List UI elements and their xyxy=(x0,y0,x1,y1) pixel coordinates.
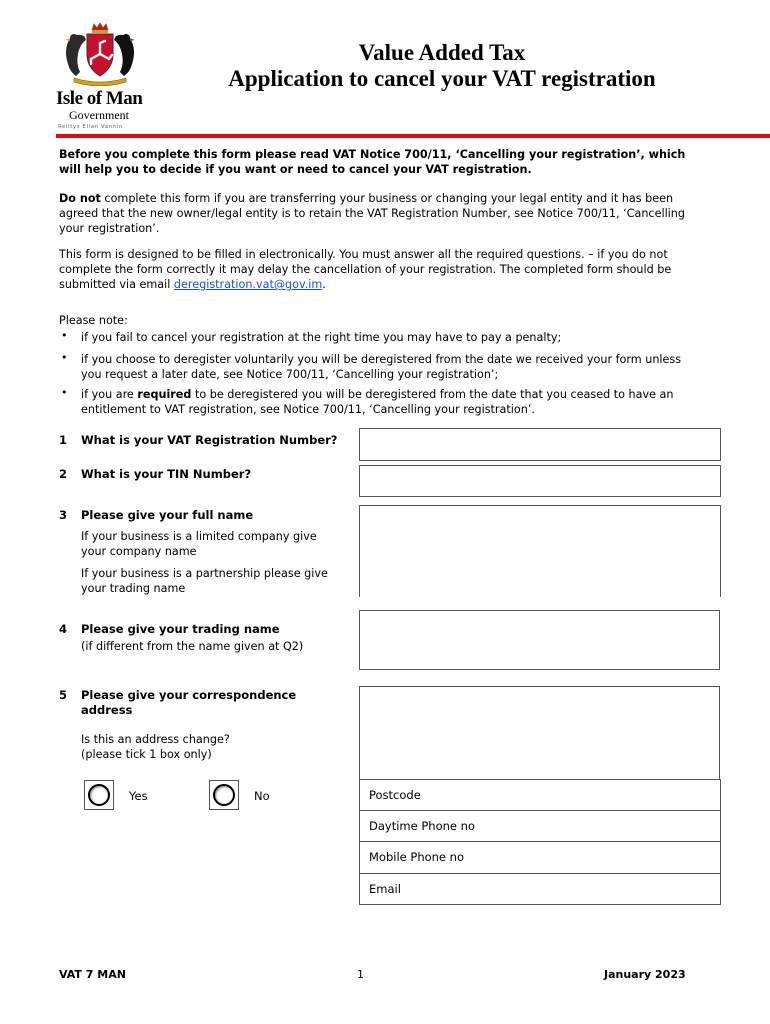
note-voluntary: if you choose to deregister voluntarily you will be deregistered from the date we received your form unless you request a later date, see Notice 700/11, ‘Cancelling your registration’; xyxy=(81,353,682,381)
postcode-label: Postcode xyxy=(369,788,421,802)
email-label: Email xyxy=(369,882,401,896)
note-required-emphasis: required xyxy=(137,388,192,401)
bullet-icon: • xyxy=(61,329,68,342)
electronic-form-paragraph xyxy=(59,247,699,292)
logo-government-text: Government xyxy=(69,108,129,122)
question-1-number: 1 xyxy=(59,433,68,447)
bullet-icon: • xyxy=(61,351,68,364)
trading-name-input[interactable] xyxy=(359,610,720,670)
question-4-number: 4 xyxy=(59,622,68,636)
question-3-number: 3 xyxy=(59,508,68,522)
no-label: No xyxy=(254,789,270,803)
form-code: VAT 7 MAN xyxy=(59,968,126,981)
coat-of-arms-icon xyxy=(60,22,140,86)
note-required-text-a: if you are xyxy=(81,388,138,401)
address-change-question: Is this an address change? (please tick 1 box only) xyxy=(81,733,230,761)
radio-circle-icon xyxy=(213,784,235,806)
do-not-emphasis: Do not xyxy=(59,192,101,205)
question-1-text: What is your VAT Registration Number? xyxy=(81,433,338,447)
question-3-text: Please give your full name xyxy=(81,508,254,522)
vat-registration-number-input[interactable] xyxy=(359,428,721,461)
deregistration-email-link[interactable]: deregistration.vat@gov.im xyxy=(173,278,323,291)
question-2-text: What is your TIN Number? xyxy=(81,467,252,481)
daytime-phone-field[interactable] xyxy=(359,810,721,842)
correspondence-address-input[interactable] xyxy=(359,686,720,781)
question-5-number: 5 xyxy=(59,688,68,702)
page-number: 1 xyxy=(357,968,364,981)
page-title: Value Added Tax xyxy=(358,40,526,65)
header-divider xyxy=(56,134,770,138)
full-name-input[interactable] xyxy=(359,505,721,597)
question-3-partnership-note: If your business is a partnership please give your trading name xyxy=(81,567,328,595)
tin-number-input[interactable] xyxy=(359,465,721,497)
note-required xyxy=(81,387,701,417)
daytime-phone-label: Daytime Phone no xyxy=(369,819,475,833)
electronic-form-end: . xyxy=(322,278,326,291)
question-2-number: 2 xyxy=(59,467,68,481)
postcode-field[interactable] xyxy=(359,779,721,811)
form-date: January 2023 xyxy=(604,968,686,981)
bullet-icon: • xyxy=(61,386,68,399)
isle-of-man-government-logo xyxy=(56,22,148,134)
logo-manx-text: Reiltys Ellan Vannin xyxy=(58,124,123,130)
note-required-text-b: to be deregistered you will be deregistered from the date that you ceased to have an entitlement to VAT registration, see Notice 700/11, ‘Cancelling your registration’. xyxy=(81,388,674,416)
please-note-label: Please note: xyxy=(59,314,128,327)
electronic-form-text: This form is designed to be filled in electronically. You must answer all the required questions. – if you do not complete the form correctly it may delay the cancellation of your registration. The completed form should be submitted via email xyxy=(59,248,672,291)
do-not-paragraph xyxy=(59,191,699,236)
question-5-text: Please give your correspondence address xyxy=(81,688,297,717)
question-3-company-note: If your business is a limited company give your company name xyxy=(81,530,317,558)
note-penalty: if you fail to cancel your registration at the right time you may have to pay a penalty; xyxy=(81,331,562,344)
logo-wordmark: Isle of Man xyxy=(56,88,143,109)
radio-circle-icon xyxy=(88,784,110,806)
yes-label: Yes xyxy=(129,789,148,803)
mobile-phone-field[interactable] xyxy=(359,841,721,874)
intro-notice: Before you complete this form please read VAT Notice 700/11, ‘Cancelling your registration’, which will help you to decide if you want or need to cancel your VAT registration. xyxy=(59,148,686,176)
email-field[interactable] xyxy=(359,873,721,905)
question-4-text: Please give your trading name xyxy=(81,622,280,636)
address-change-no-radio[interactable] xyxy=(209,780,239,810)
mobile-phone-label: Mobile Phone no xyxy=(369,850,464,864)
question-4-note: (if different from the name given at Q2) xyxy=(81,640,304,653)
do-not-text: complete this form if you are transferring your business or changing your legal entity and it has been agreed that the new owner/legal entity is to retain the VAT Registration Number, see Notice 700/11, ‘Cancelling your registration’. xyxy=(59,192,685,235)
address-change-yes-radio[interactable] xyxy=(84,780,114,810)
page-subtitle: Application to cancel your VAT registration xyxy=(228,66,656,91)
